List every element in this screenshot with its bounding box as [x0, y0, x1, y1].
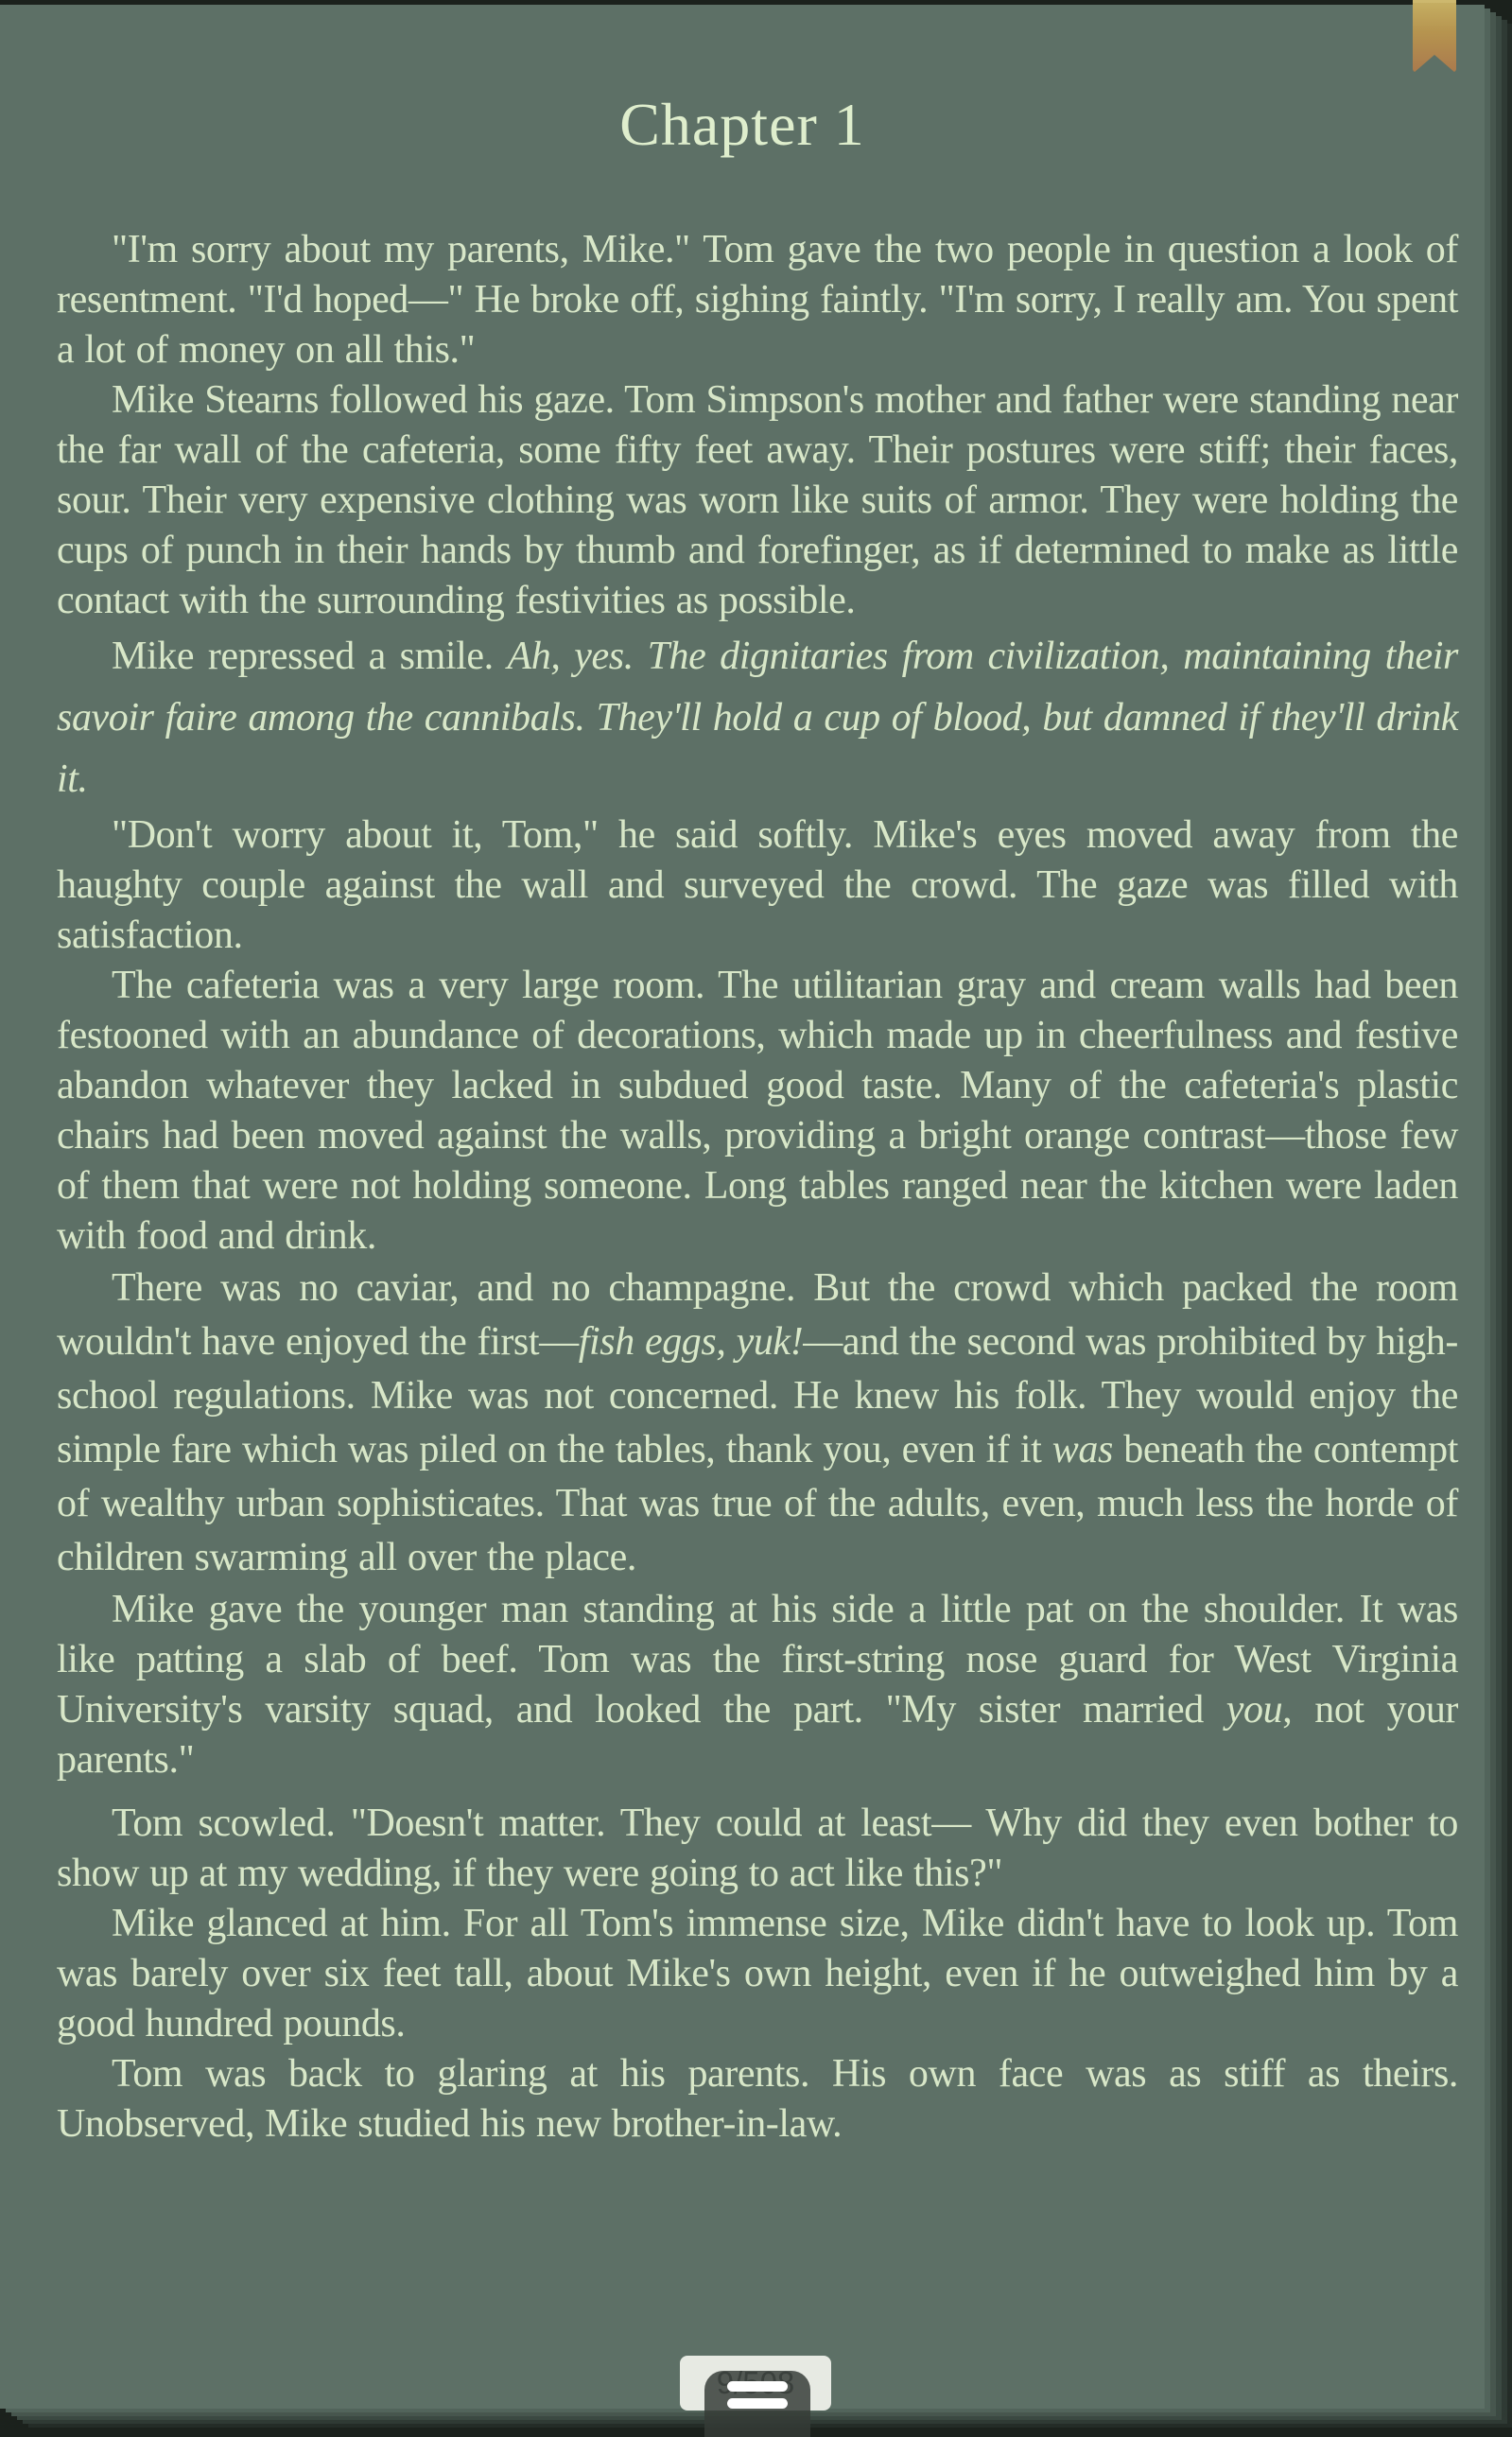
italic-text-run: you: [1225, 1688, 1283, 1732]
text-run: Mike Stearns followed his gaze. Tom Simpson's mother and father were standing near the far wall of the cafeteria, some fifty feet away. Their postures were stiff; their faces, sour. Their very expensive clothing was worn like suits of armor. They were holding the cups of punch in their hands by thumb and forefinger, as if determined to make as little contact with the surrounding festivities as possible.: [57, 378, 1458, 622]
paragraph: [57, 626, 1458, 810]
bookmark-ribbon-icon[interactable]: [1413, 0, 1456, 72]
text-run: There was no caviar, and no champagne. But the crowd which packed the room wouldn't have enjoyed the first—: [57, 1266, 1458, 1364]
hamburger-icon: [727, 2398, 788, 2409]
text-run: Tom was back to glaring at his parents. His own face was as stiff as theirs. Unobserved, Mike studied his new brother-in-law.: [57, 2052, 1458, 2146]
text-run: beneath the contempt of wealthy urban sophisticates. That was true of the adults, even, much less the horde of children swarming all over the place.: [57, 1428, 1458, 1579]
page-text: [57, 225, 1458, 2150]
italic-text-run: was: [1051, 1428, 1113, 1471]
text-run: The cafeteria was a very large room. The utilitarian gray and cream walls had been festooned with an abundance of decorations, which made up in cheerfulness and festive abandon whatever they lacked in subdued good taste. Many of the cafeteria's plastic chairs had been moved against the walls, providing a bright orange contrast—those few of them that were not holding someone. Long tables ranged near the kitchen were laden with food and drink.: [57, 964, 1458, 1258]
paragraph: [57, 961, 1458, 1262]
text-run: Tom scowled. "Doesn't matter. They could at least— Why did they even bother to show up at my wedding, if they were going to act like this?": [57, 1802, 1458, 1895]
paragraph: [57, 1899, 1458, 2049]
italic-text-run: Ah, yes. The dignitaries from civilization, maintaining their savoir faire among the cannibals. They'll hold a cup of blood, but damned if they'll drink it.: [57, 635, 1458, 801]
paragraph: [57, 810, 1458, 961]
paragraph: [57, 1799, 1458, 1899]
hamburger-icon: [727, 2381, 788, 2392]
text-run: , not your parents.": [57, 1688, 1459, 1782]
text-run: "Don't worry about it, Tom," he said softly. Mike's eyes moved away from the haughty couple against the wall and surveyed the crowd. The gaze was filled with satisfaction.: [57, 813, 1458, 957]
italic-text-run: fish eggs, yuk!: [578, 1320, 804, 1364]
text-run: "I'm sorry about my parents, Mike." Tom gave the two people in question a look of resentment. "I'd hoped—" He broke off, sighing faintly. "I'm sorry, I really am. You spent a lot of money on all this.": [57, 228, 1458, 372]
chapter-title: Chapter 1: [619, 91, 865, 158]
bookmark-notch: [1414, 55, 1455, 73]
text-run: Mike glanced at him. For all Tom's immense size, Mike didn't have to look up. Tom was barely over six feet tall, about Mike's own height, even if he outweighed him by a good hundred pounds.: [57, 1902, 1458, 2045]
paragraph: [57, 2049, 1458, 2150]
text-run: Mike gave the younger man standing at his side a little pat on the shoulder. It was like patting a slab of beef. Tom was the first-string nose guard for West Virginia University's varsity squad, and looked the part. "My sister married: [57, 1588, 1458, 1732]
paragraph: [57, 225, 1458, 375]
ereader-page-surface[interactable]: [0, 5, 1485, 2409]
menu-drag-handle[interactable]: [704, 2371, 810, 2437]
paragraph: [57, 1262, 1458, 1585]
text-run: —and the second was prohibited by high-school regulations. Mike was not concerned. He knew his folk. They would enjoy the simple fare which was piled on the tables, thank you, even if it: [57, 1320, 1458, 1471]
text-run: Mike repressed a smile.: [112, 635, 508, 678]
paragraph: [57, 1585, 1458, 1785]
paragraph: [57, 375, 1458, 626]
